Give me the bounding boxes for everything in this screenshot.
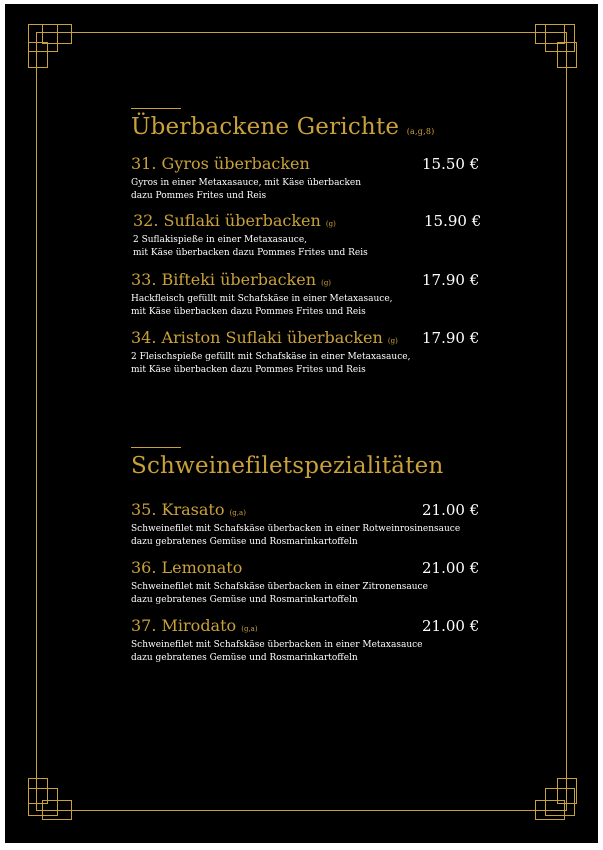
decorative-frame <box>36 32 567 811</box>
corner-ornament-bottom-left <box>28 778 64 814</box>
dish-name-text: 36. Lemonato <box>131 558 243 577</box>
menu-page <box>5 4 598 843</box>
dish-name <box>131 270 331 289</box>
dish-price: 17.90 € <box>422 271 480 289</box>
dish-description-line: dazu gebratenes Gemüse und Rosmarinkartoffeln <box>131 537 358 547</box>
dish-name <box>131 328 398 347</box>
dish-allergen: (g) <box>387 337 398 345</box>
dish-name <box>131 558 242 577</box>
dish-price: 21.00 € <box>422 617 480 635</box>
dish-price: 21.00 € <box>422 559 480 577</box>
dish-description <box>131 293 393 319</box>
dish-description-line: Gyros in einer Metaxasauce, mit Käse überbacken <box>131 178 362 188</box>
dish-description-line: mit Käse überbacken dazu Pommes Frites und Reis <box>131 307 366 317</box>
dish-description-line: Schweinefilet mit Schafskäse überbacken in einer Metaxasauce <box>131 640 423 650</box>
corner-ornament-top-right <box>535 24 571 60</box>
corner-ornament-bottom-right <box>535 778 571 814</box>
dish-description-line: 2 Suflakispieße in einer Metaxasauce, <box>133 235 308 245</box>
dish-description <box>131 351 410 377</box>
dish-allergen: (g) <box>325 220 336 228</box>
section-title-text: Überbackene Gerichte <box>131 114 400 140</box>
section-title <box>131 453 443 479</box>
dish-description-line: dazu Pommes Frites und Reis <box>131 191 267 201</box>
dish-price: 15.90 € <box>424 212 482 230</box>
dish-description-line: 2 Fleischspieße gefüllt mit Schafskäse in einer Metaxasauce, <box>131 352 411 362</box>
dish-description-line: Hackfleisch gefüllt mit Schafskäse in einer Metaxasauce, <box>131 294 393 304</box>
dish-name <box>131 154 310 173</box>
dish-name-text: 31. Gyros überbacken <box>131 154 310 173</box>
dish-description-line: mit Käse überbacken dazu Pommes Frites und Reis <box>131 365 366 375</box>
section-rule <box>131 108 181 109</box>
dish-description <box>131 639 422 665</box>
dish-description-line: dazu gebratenes Gemüse und Rosmarinkartoffeln <box>131 595 358 605</box>
dish-allergen: (g,a) <box>229 509 246 517</box>
dish-description-line: Schweinefilet mit Schafskäse überbacken in einer Zitronensauce <box>131 582 428 592</box>
section-rule <box>131 447 181 448</box>
dish-description <box>131 581 428 607</box>
dish-allergen: (g,a) <box>241 625 258 633</box>
section-title <box>131 114 434 140</box>
dish-allergen: (g) <box>321 279 332 287</box>
section-allergen: (a,g,8) <box>406 127 435 136</box>
corner-ornament-top-left <box>28 24 64 60</box>
section-title-text: Schweinefiletspezialitäten <box>131 453 444 479</box>
dish-name-text: 33. Bifteki überbacken <box>131 270 316 289</box>
dish-price: 17.90 € <box>422 329 480 347</box>
dish-price: 21.00 € <box>422 501 480 519</box>
dish-description <box>131 523 460 549</box>
dish-name-text: 35. Krasato <box>131 500 225 519</box>
dish-description-line: Schweinefilet mit Schafskäse überbacken in einer Rotweinrosinensauce <box>131 524 461 534</box>
dish-name <box>131 616 258 635</box>
dish-name-text: 34. Ariston Suflaki überbacken <box>131 328 383 347</box>
dish-name <box>131 500 246 519</box>
dish-price: 15.50 € <box>422 155 480 173</box>
dish-description-line: dazu gebratenes Gemüse und Rosmarinkartoffeln <box>131 653 358 663</box>
dish-description <box>133 234 368 260</box>
dish-name <box>133 211 336 230</box>
dish-description <box>131 177 361 203</box>
dish-name-text: 32. Suflaki überbacken <box>133 211 321 230</box>
dish-description-line: mit Käse überbacken dazu Pommes Frites und Reis <box>133 248 368 258</box>
dish-name-text: 37. Mirodato <box>131 616 237 635</box>
